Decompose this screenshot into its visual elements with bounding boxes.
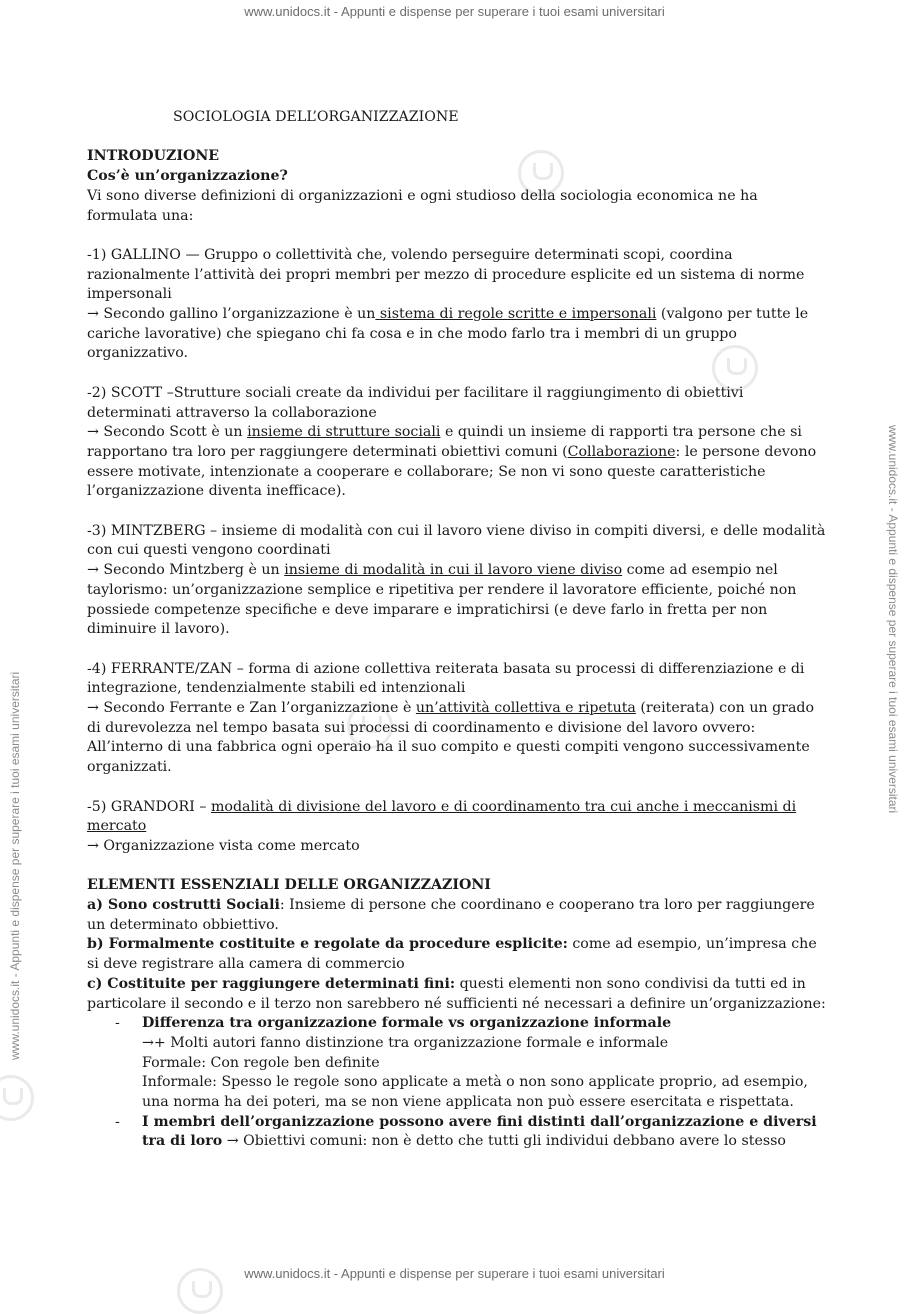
intro-heading: INTRODUZIONE: [87, 148, 220, 165]
watermark-logo-icon: [177, 1268, 223, 1314]
watermark-logo-icon: [0, 1075, 34, 1121]
definition-ferrante-zan-explanation: → Secondo Ferrante e Zan l’organizzazione è un’attività collettiva e ripetuta (reiterata) con un grado di durevolezza nel tempo basata sui processi di coordinamento e divisione del lavoro ovvero:: [87, 700, 815, 736]
definition-scott: -2) SCOTT –Strutture sociali create da individui per facilitare il raggiungimento di obiettivi determinati attraverso la collaborazione: [87, 384, 744, 421]
intro-text: Vi sono diverse definizioni di organizzazioni e ogni studioso della sociologia economica ne ha formulata una:: [87, 187, 758, 224]
definition-grandori: -5) GRANDORI – modalità di divisione del lavoro e di coordinamento tra cui anche i meccanismi di mercato: [87, 798, 797, 835]
definition-ferrante-zan-example: All’interno di una fabbrica ogni operaio ha il suo compito e questi compiti vengono successivamente organizzati.: [87, 739, 810, 776]
definition-grandori-explanation: → Organizzazione vista come mercato: [87, 837, 360, 854]
element-c: c) Costituite per raggiungere determinati fini: questi elementi non sono condivisi da tutti ed in particolare il secondo e il terzo non sarebbero né sufficienti né necessari a definire un’organizzazione:: [87, 975, 826, 1012]
definition-mintzberg: -3) MINTZBERG – insieme di modalità con cui il lavoro viene diviso in compiti diversi, e delle modalità con cui questi vengono coordinati: [87, 522, 826, 559]
element-b: b) Formalmente costituite e regolate da procedure esplicite: come ad esempio, un’impresa che si deve registrare alla camera di commercio: [87, 936, 817, 973]
intro-question: Cos’è un’organizzazione?: [87, 168, 288, 185]
watermark-side-left: www.unidocs.it - Appunti e dispense per superare i tuoi esami universitari: [8, 671, 22, 1060]
document-title: SOCIOLOGIA DELL’ORGANIZZAZIONE: [173, 109, 459, 125]
definition-ferrante-zan: -4) FERRANTE/ZAN – forma di azione collettiva reiterata basata su processi di differenziazione e di integrazione, tendenzialmente stabili ed intenzionali: [87, 660, 805, 697]
definition-scott-explanation: → Secondo Scott è un insieme di strutture sociali e quindi un insieme di rapporti tra persone che si rapportano tra loro per raggiungere determinati obiettivi comuni (Collaborazione: le persone devono essere motivate, intenzionate a cooperare e collaborare; Se non vi sono queste caratteristiche l’organizzazione diventa inefficace).: [87, 424, 817, 500]
definition-gallino-explanation: → Secondo gallino l’organizzazione è un sistema di regole scritte e impersonali (valgono per tutte le cariche lavorative) che spiegano chi fa cosa e in che modo farlo tra i membri di un gruppo organizzativo.: [87, 306, 809, 362]
list-item: - I membri dell’organizzazione possono avere fini distinti dall’organizzazione e diversi tra di loro → Obiettivi comuni: non è detto che tutti gli individui debbano avere lo stesso: [115, 1113, 817, 1150]
document-page: [87, 108, 827, 1152]
definition-gallino: -1) GALLINO — Gruppo o collettività che, volendo perseguire determinati scopi, coordina razionalmente l’attività dei propri membri per mezzo di procedure esplicite ed un sistema di norme impersonali: [87, 246, 805, 303]
elements-heading: ELEMENTI ESSENZIALI DELLE ORGANIZZAZIONI: [87, 877, 491, 894]
list-item: - Differenza tra organizzazione formale vs organizzazione informale →+ Molti autori fanno distinzione tra organizzazione formale e informale Formale: Con regole ben definite Informale: Spesso le regole sono applicate a metà o non sono applicate proprio, ad esempio, una norma ha dei poteri, ma se non viene applicata non può essere esercitata e rispettata.: [115, 1015, 808, 1111]
definition-mintzberg-explanation: → Secondo Mintzberg è un insieme di modalità in cui il lavoro viene diviso come ad esempio nel taylorismo: un’organizzazione semplice e ripetitiva per rendere il lavoratore efficiente, poiché non possiede competenze specifiche e deve imparare e impratichirsi (e deve farlo in fretta per non diminuire il lavoro).: [87, 562, 797, 638]
watermark-side-right: www.unidocs.it - Appunti e dispense per superare i tuoi esami universitari: [886, 425, 900, 814]
watermark-bottom: www.unidocs.it - Appunti e dispense per superare i tuoi esami universitari: [244, 1266, 665, 1281]
element-a: a) Sono costrutti Sociali: Insieme di persone che coordinano e cooperano tra loro per raggiungere un determinato obbiettivo.: [87, 897, 815, 933]
watermark-top: www.unidocs.it - Appunti e dispense per superare i tuoi esami universitari: [244, 4, 665, 19]
